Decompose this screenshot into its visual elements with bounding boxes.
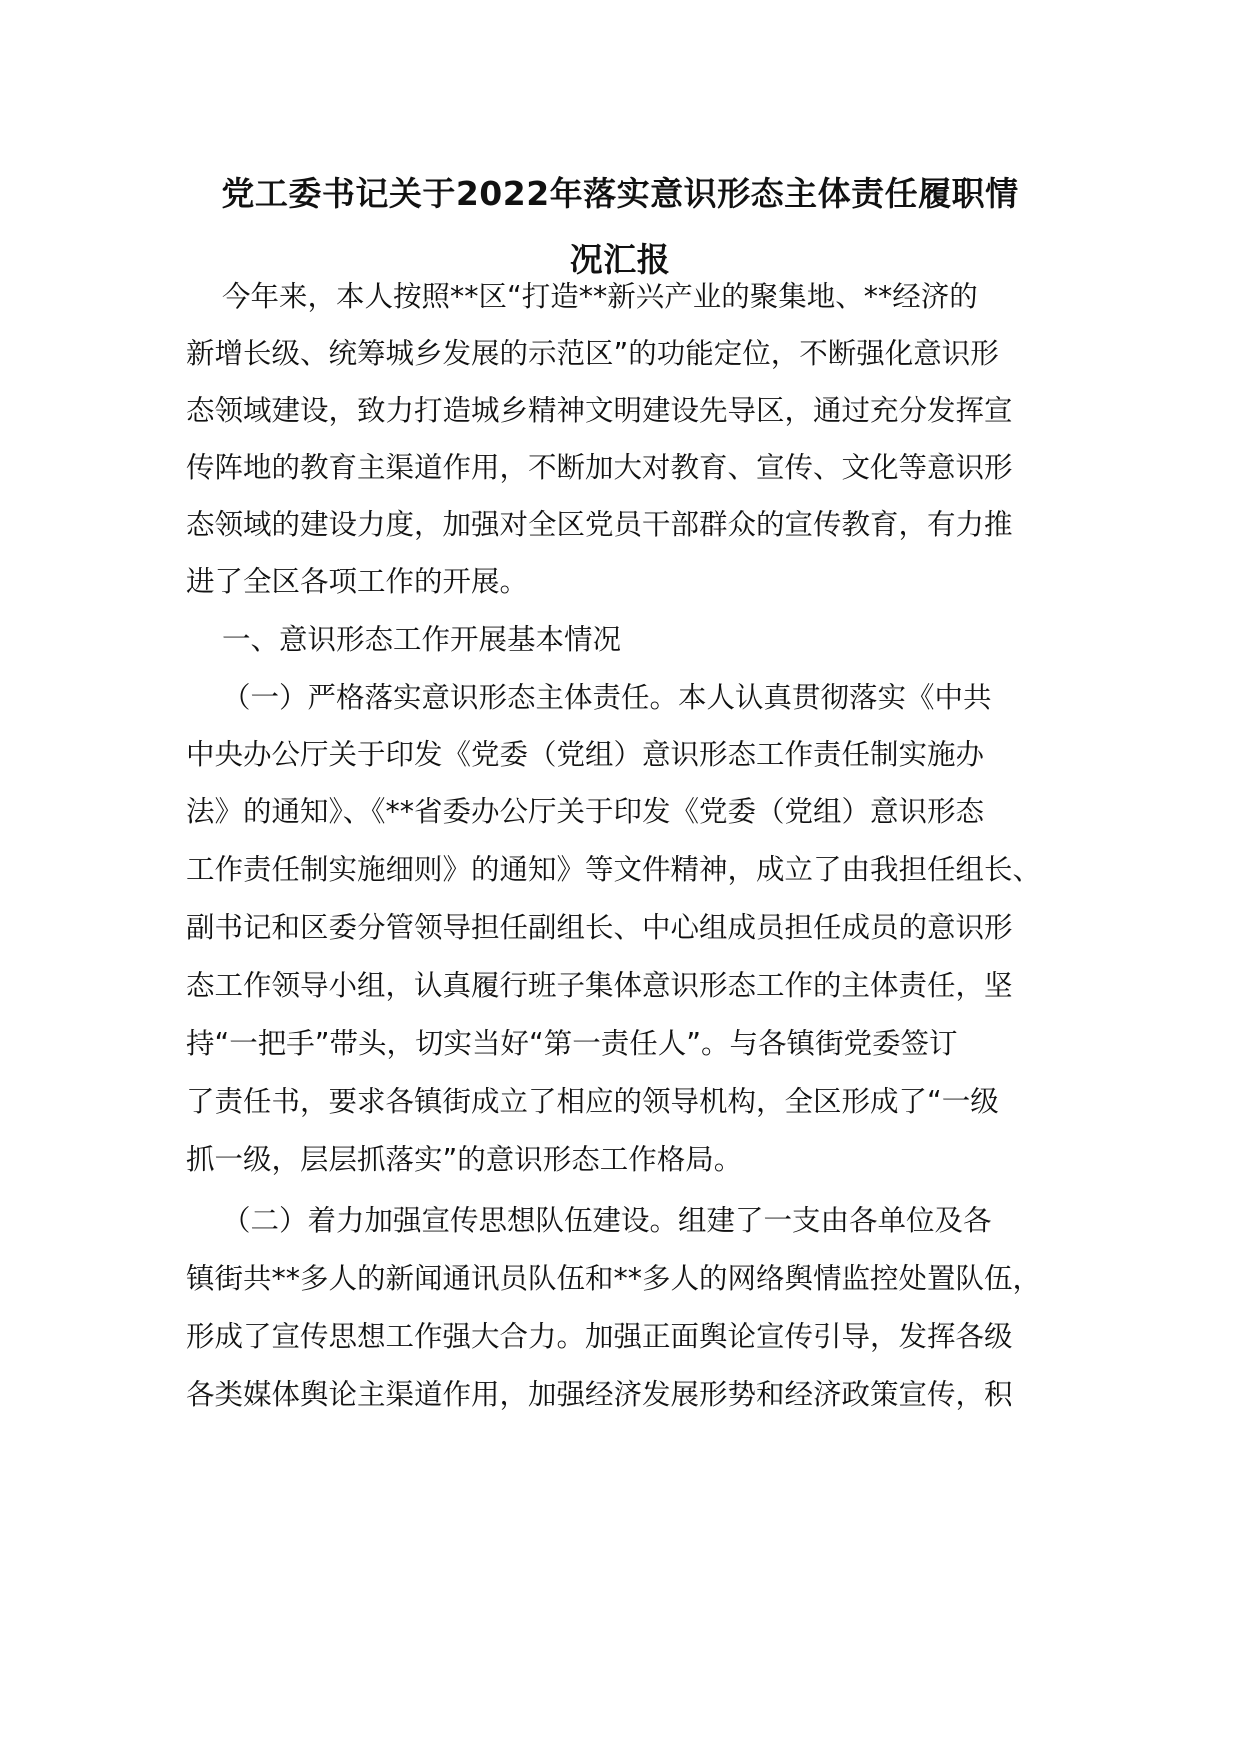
body-line-17: （二）着力加强宣传思想队伍建设。组建了一支由各单位及各 bbox=[222, 1204, 992, 1237]
body-line-2: 新增长级、统筹城乡发展的示范区”的功能定位，不断强化意识形 bbox=[186, 337, 999, 370]
body-line-3: 态领域建设，致力打造城乡精神文明建设先导区，通过充分发挥宣 bbox=[186, 394, 1013, 427]
document-title-line-1: 党工委书记关于2022年落实意识形态主体责任履职情 bbox=[221, 174, 1019, 213]
body-line-5: 态领域的建设力度，加强对全区党员干部群众的宣传教育，有力推 bbox=[186, 508, 1013, 541]
body-line-6: 进了全区各项工作的开展。 bbox=[186, 565, 529, 598]
section-heading-1: 一、意识形态工作开展基本情况 bbox=[222, 623, 622, 656]
body-line-19: 形成了宣传思想工作强大合力。加强正面舆论宣传引导，发挥各级 bbox=[186, 1320, 1013, 1353]
body-line-9: 中央办公厅关于印发《党委（党组）意识形态工作责任制实施办 bbox=[186, 738, 985, 771]
body-line-8: （一）严格落实意识形态主体责任。本人认真贯彻落实《中共 bbox=[222, 681, 992, 714]
body-line-1: 今年来，本人按照**区“打造**新兴产业的聚集地、**经济的 bbox=[222, 280, 978, 313]
body-line-11: 工作责任制实施细则》的通知》等文件精神，成立了由我担任组长、 bbox=[186, 853, 1042, 886]
body-line-4: 传阵地的教育主渠道作用，不断加大对教育、宣传、文化等意识形 bbox=[186, 451, 1013, 484]
body-line-13: 态工作领导小组，认真履行班子集体意识形态工作的主体责任，坚 bbox=[186, 969, 1013, 1002]
body-line-12: 副书记和区委分管领导担任副组长、中心组成员担任成员的意识形 bbox=[186, 911, 1013, 944]
body-line-14: 持“一把手”带头，切实当好“第一责任人”。与各镇街党委签订 bbox=[186, 1027, 958, 1060]
document-title-line-2: 况汇报 bbox=[569, 240, 671, 279]
body-line-18: 镇街共**多人的新闻通讯员队伍和**多人的网络舆情监控处置队伍， bbox=[186, 1262, 1042, 1295]
body-line-20: 各类媒体舆论主渠道作用，加强经济发展形势和经济政策宣传，积 bbox=[186, 1378, 1013, 1411]
body-line-16: 抓一级，层层抓落实”的意识形态工作格局。 bbox=[186, 1143, 743, 1176]
body-line-10: 法》的通知》、《**省委办公厅关于印发《党委（党组）意识形态 bbox=[186, 795, 985, 828]
body-line-15: 了责任书，要求各镇街成立了相应的领导机构，全区形成了“一级 bbox=[186, 1085, 999, 1118]
